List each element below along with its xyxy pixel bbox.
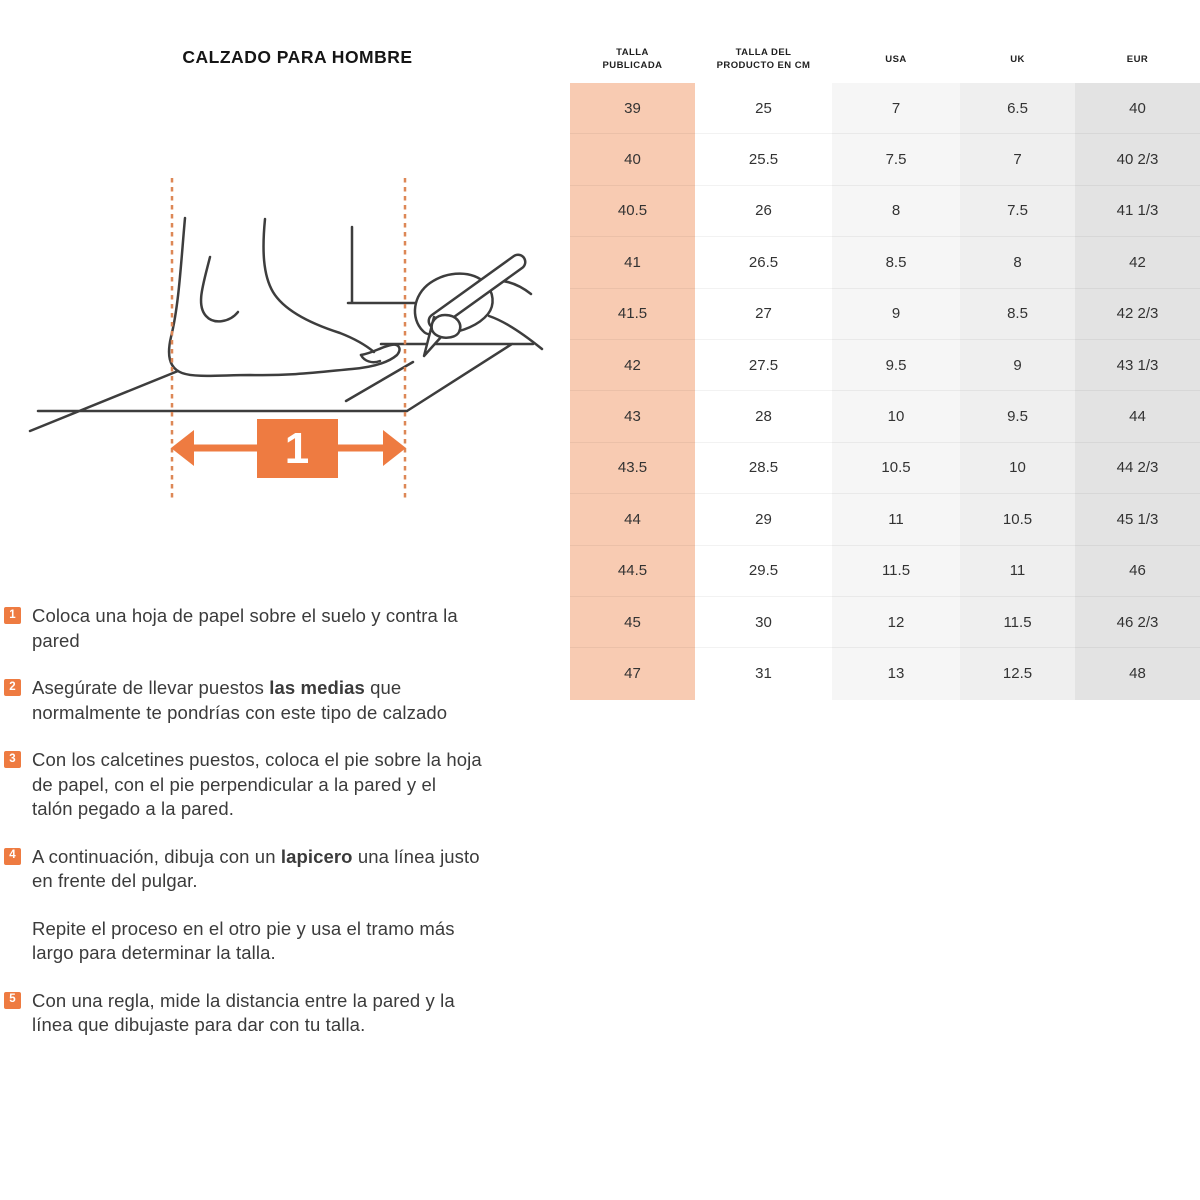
table-row bbox=[570, 443, 1200, 494]
table-cell: 46 2/3 bbox=[1075, 597, 1200, 648]
size-table-body bbox=[570, 83, 1200, 700]
table-row bbox=[570, 494, 1200, 545]
table-cell: 41 bbox=[570, 237, 695, 288]
table-cell: 8 bbox=[960, 237, 1075, 288]
paper-outline bbox=[30, 344, 533, 431]
table-cell: 26.5 bbox=[695, 237, 832, 288]
step-number-badge: 1 bbox=[4, 607, 21, 624]
measurement-arrow bbox=[171, 419, 406, 478]
table-cell: 39 bbox=[570, 83, 695, 134]
ankle-curve bbox=[201, 257, 238, 321]
table-cell: 30 bbox=[695, 597, 832, 648]
table-cell: 11.5 bbox=[832, 546, 960, 597]
table-cell: 10 bbox=[960, 443, 1075, 494]
foot-instep-line bbox=[264, 219, 374, 352]
table-cell: 25 bbox=[695, 83, 832, 134]
table-cell: 40 bbox=[1075, 83, 1200, 134]
table-cell: 43 bbox=[570, 391, 695, 442]
instruction-text: Coloca una hoja de papel sobre el suelo y contra la pared bbox=[32, 605, 458, 651]
table-cell: 28 bbox=[695, 391, 832, 442]
table-cell: 7.5 bbox=[960, 186, 1075, 237]
table-cell: 40 2/3 bbox=[1075, 134, 1200, 185]
instruction-item bbox=[4, 845, 584, 894]
foot-measurement-illustration bbox=[0, 0, 560, 520]
table-row bbox=[570, 237, 1200, 288]
table-cell: 48 bbox=[1075, 648, 1200, 699]
column-header: TALLA DEL PRODUCTO EN CM bbox=[716, 47, 811, 71]
table-cell: 8.5 bbox=[832, 237, 960, 288]
table-row bbox=[570, 597, 1200, 648]
table-row bbox=[570, 289, 1200, 340]
instruction-text: A continuación, dibuja con un lapicero una línea justo en frente del pulgar. bbox=[32, 845, 480, 891]
table-cell: 44 bbox=[570, 494, 695, 545]
column-header: USA bbox=[885, 53, 907, 65]
arrow-step-label: 1 bbox=[284, 424, 310, 473]
table-cell: 29.5 bbox=[695, 546, 832, 597]
table-cell: 9 bbox=[960, 340, 1075, 391]
table-row bbox=[570, 391, 1200, 442]
instruction-item bbox=[4, 604, 584, 653]
column-header: EUR bbox=[1126, 53, 1149, 65]
table-cell: 7.5 bbox=[832, 134, 960, 185]
instruction-item bbox=[4, 748, 584, 822]
table-cell: 42 2/3 bbox=[1075, 289, 1200, 340]
table-cell: 12.5 bbox=[960, 648, 1075, 699]
size-table-header bbox=[570, 35, 1200, 83]
column-header: TALLA PUBLICADA bbox=[602, 47, 663, 71]
table-row bbox=[570, 648, 1200, 699]
column-header: UK bbox=[1010, 53, 1025, 65]
instructions-list bbox=[4, 604, 584, 1061]
table-cell: 45 bbox=[570, 597, 695, 648]
table-cell: 25.5 bbox=[695, 134, 832, 185]
table-cell: 28.5 bbox=[695, 443, 832, 494]
table-cell: 11 bbox=[832, 494, 960, 545]
table-cell: 9 bbox=[832, 289, 960, 340]
table-cell: 42 bbox=[570, 340, 695, 391]
table-cell: 7 bbox=[832, 83, 960, 134]
table-cell: 44 bbox=[1075, 391, 1200, 442]
table-cell: 40 bbox=[570, 134, 695, 185]
wall-corner-lines bbox=[348, 227, 427, 303]
table-cell: 10 bbox=[832, 391, 960, 442]
instruction-item bbox=[4, 917, 584, 966]
table-cell: 8.5 bbox=[960, 289, 1075, 340]
table-cell: 9.5 bbox=[960, 391, 1075, 442]
table-cell: 41 1/3 bbox=[1075, 186, 1200, 237]
step-number-badge: 4 bbox=[4, 848, 21, 865]
table-cell: 10.5 bbox=[960, 494, 1075, 545]
foot-outline bbox=[169, 218, 399, 376]
table-cell: 31 bbox=[695, 648, 832, 699]
instruction-text: Repite el proceso en el otro pie y usa el tramo más largo para determinar la talla. bbox=[32, 917, 455, 963]
table-cell: 6.5 bbox=[960, 83, 1075, 134]
hand-wrist-lines bbox=[484, 281, 542, 349]
instruction-item bbox=[4, 989, 584, 1038]
table-cell: 44 2/3 bbox=[1075, 443, 1200, 494]
table-cell: 47 bbox=[570, 648, 695, 699]
table-cell: 11 bbox=[960, 546, 1075, 597]
page-title: CALZADO PARA HOMBRE bbox=[182, 47, 413, 67]
table-cell: 27 bbox=[695, 289, 832, 340]
toe-curve bbox=[361, 355, 380, 362]
table-cell: 26 bbox=[695, 186, 832, 237]
step-number-badge: 5 bbox=[4, 992, 21, 1009]
step-number-badge: 2 bbox=[4, 679, 21, 696]
table-cell: 10.5 bbox=[832, 443, 960, 494]
table-cell: 9.5 bbox=[832, 340, 960, 391]
table-cell: 41.5 bbox=[570, 289, 695, 340]
table-cell: 43.5 bbox=[570, 443, 695, 494]
table-cell: 13 bbox=[832, 648, 960, 699]
table-cell: 29 bbox=[695, 494, 832, 545]
table-row bbox=[570, 186, 1200, 237]
table-cell: 43 1/3 bbox=[1075, 340, 1200, 391]
instruction-text: Asegúrate de llevar puestos las medias que normalmente te pondrías con este tipo de calzado bbox=[32, 677, 448, 723]
table-cell: 11.5 bbox=[960, 597, 1075, 648]
instruction-text: Con una regla, mide la distancia entre la pared y la línea que dibujaste para dar con tu talla. bbox=[32, 989, 455, 1035]
table-cell: 27.5 bbox=[695, 340, 832, 391]
instruction-text: Con los calcetines puestos, coloca el pie sobre la hoja de papel, con el pie perpendicular a la pared y el talón pegado a la pared. bbox=[32, 749, 482, 819]
step-number-badge: 3 bbox=[4, 751, 21, 768]
table-row bbox=[570, 546, 1200, 597]
table-row bbox=[570, 83, 1200, 134]
table-cell: 7 bbox=[960, 134, 1075, 185]
table-cell: 42 bbox=[1075, 237, 1200, 288]
table-cell: 8 bbox=[832, 186, 960, 237]
table-cell: 40.5 bbox=[570, 186, 695, 237]
size-table bbox=[570, 35, 1200, 700]
table-cell: 44.5 bbox=[570, 546, 695, 597]
table-cell: 45 1/3 bbox=[1075, 494, 1200, 545]
table-cell: 12 bbox=[832, 597, 960, 648]
instruction-item bbox=[4, 676, 584, 725]
table-row bbox=[570, 134, 1200, 185]
table-cell: 46 bbox=[1075, 546, 1200, 597]
table-row bbox=[570, 340, 1200, 391]
